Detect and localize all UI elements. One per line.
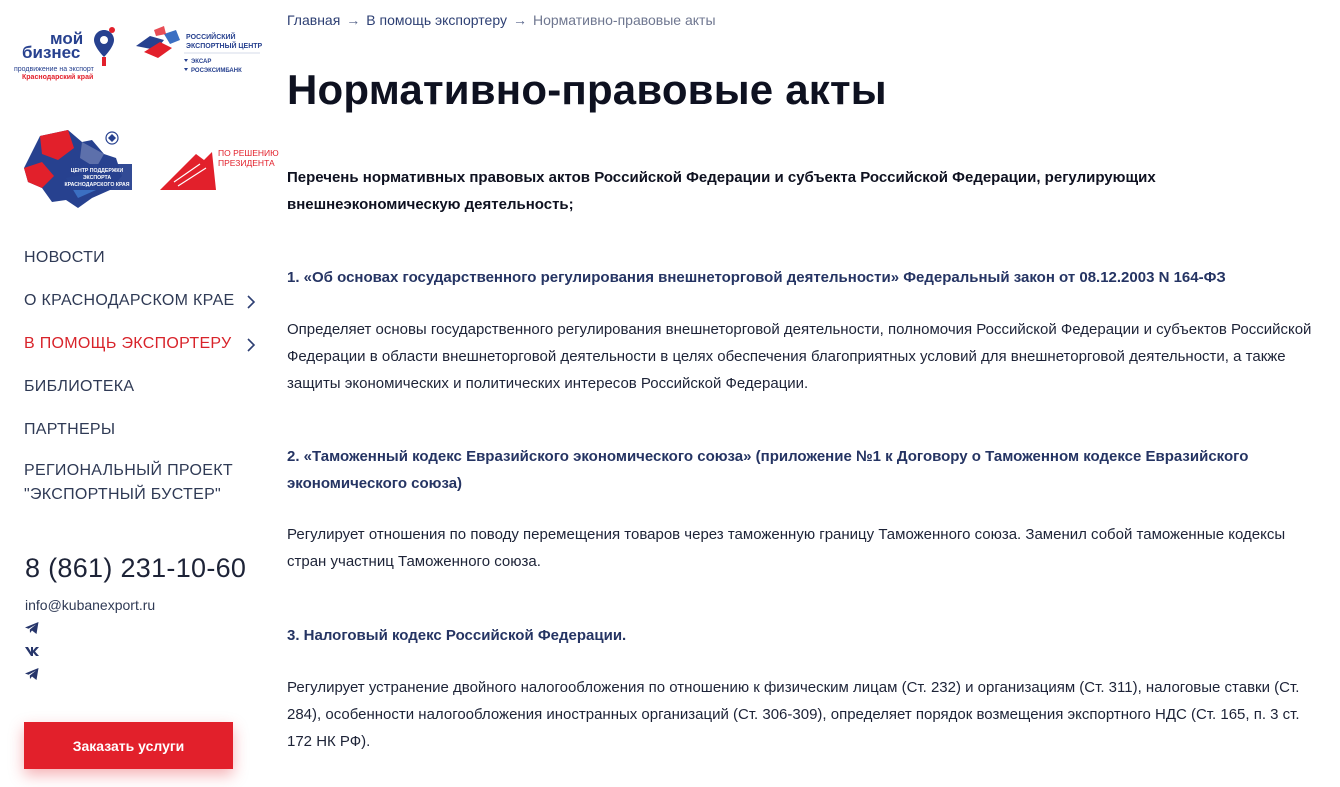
- main-nav: [24, 249, 264, 507]
- law-description: Определяет основы государственного регулирования внешнеторговой деятельности, полномочия Российской Федерации и субъектов Российской Федерации в области внешнеторговой деятельности в целях обеспечения благоприятных условий для внешнеторговой деятельности, а также защиты экономических и политических интересов Российской Федерации.: [287, 321, 1312, 392]
- nav-item-label: НОВОСТИ: [24, 249, 105, 266]
- logo-rec-sub2: РОСЭКСИМБАНК: [191, 68, 242, 74]
- law-title[interactable]: 2. «Таможенный кодекс Евразийского экономического союза» (приложение №1 к Договору о Таможенном кодексе Евразийского экономического союза): [287, 448, 1249, 492]
- rec-logo[interactable]: [134, 26, 262, 82]
- chevron-right-icon[interactable]: [244, 292, 258, 312]
- export-center-logo[interactable]: [22, 128, 142, 210]
- nav-item-label: РЕГИОНАЛЬНЫЙ ПРОЕКТ "ЭКСПОРТНЫЙ БУСТЕР": [24, 462, 233, 503]
- arrow-right-icon: →: [512, 12, 527, 28]
- phone-link[interactable]: 8 (861) 231-10-60: [25, 553, 247, 583]
- logo-moy-line1: мой: [50, 29, 84, 48]
- email-link[interactable]: info@kubanexport.ru: [25, 597, 156, 613]
- nav-item-label: О КРАСНОДАРСКОМ КРАЕ: [24, 292, 235, 309]
- chevron-right-icon[interactable]: [244, 335, 258, 355]
- law-description: Регулирует устранение двойного налогообложения по отношению к физическим лицам (Ст. 232) и организациям (Ст. 311), налоговые ставки (Ст. 284), особенности налогообложения иностранных организаций (Ст. 306-309), определяет порядок возмещения экспортного НДС (Ст. 165, п. 3 ст. 172 НК РФ).: [287, 679, 1300, 750]
- logo-national-line2: ПРЕЗИДЕНТА: [218, 158, 275, 168]
- logo-rec-line2: ЭКСПОРТНЫЙ ЦЕНТР: [186, 43, 263, 50]
- page-title: Нормативно-правовые акты: [287, 66, 887, 113]
- nav-item-partners[interactable]: [24, 421, 264, 464]
- sidebar: [0, 0, 279, 787]
- nav-item-about-region[interactable]: [24, 292, 264, 335]
- breadcrumb-home[interactable]: Главная: [287, 12, 341, 28]
- breadcrumb: [287, 12, 716, 28]
- logo-moy-line2: бизнес: [22, 43, 81, 62]
- logo-center-line3: КРАСНОДАРСКОГО КРАЯ: [64, 182, 130, 188]
- partner-logos-top: [12, 24, 262, 84]
- nav-item-export-booster[interactable]: [24, 459, 264, 507]
- telegram-icon[interactable]: [24, 620, 40, 636]
- logo-moy-sub1: продвижение на экспорт: [14, 66, 94, 73]
- nav-item-news[interactable]: [24, 249, 264, 292]
- vk-icon[interactable]: [24, 643, 40, 659]
- law-description: Регулирует отношения по поводу перемещения товаров через таможенную границу Таможенного союза. Заменил собой таможенные кодексы стран участниц Таможенного союза.: [287, 526, 1286, 570]
- nav-item-label: В ПОМОЩЬ ЭКСПОРТЕРУ: [24, 335, 232, 352]
- order-services-button[interactable]: Заказать услуги: [24, 722, 233, 769]
- logo-center-line1: ЦЕНТР ПОДДЕРЖКИ: [70, 168, 124, 174]
- telegram-icon[interactable]: [24, 666, 40, 682]
- partner-logos-bottom: [22, 128, 279, 210]
- nav-item-label: ПАРТНЕРЫ: [24, 421, 116, 438]
- logo-rec-sub1: ЭКСАР: [191, 59, 212, 65]
- logo-rec-line1: РОССИЙСКИЙ: [186, 34, 236, 41]
- national-projects-logo[interactable]: [154, 146, 279, 192]
- law-title[interactable]: 3. Налоговый кодекс Российской Федерации.: [287, 627, 627, 644]
- breadcrumb-current: Нормативно-правовые акты: [532, 12, 716, 28]
- logo-national-line1: ПО РЕШЕНИЮ: [218, 148, 279, 158]
- nav-item-exporter-help[interactable]: [24, 335, 264, 378]
- law-title[interactable]: 1. «Об основах государственного регулирования внешнеторговой деятельности» Федеральный закон от 08.12.2003 N 164-ФЗ: [287, 269, 1226, 286]
- nav-item-library[interactable]: [24, 378, 264, 421]
- nav-item-label: БИБЛИОТЕКА: [24, 378, 135, 395]
- arrow-right-icon: →: [346, 12, 361, 28]
- breadcrumb-parent[interactable]: В помощь экспортеру: [366, 12, 507, 28]
- logo-center-line2: ЭКСПОРТА: [82, 175, 112, 181]
- moy-biznes-logo[interactable]: [12, 24, 122, 84]
- logo-moy-sub2: Краснодарский край: [22, 74, 94, 81]
- intro-text: Перечень нормативных правовых актов Российской Федерации и субъекта Российской Федерации, регулирующих внешнеэкономическую деятельность;: [287, 169, 1156, 213]
